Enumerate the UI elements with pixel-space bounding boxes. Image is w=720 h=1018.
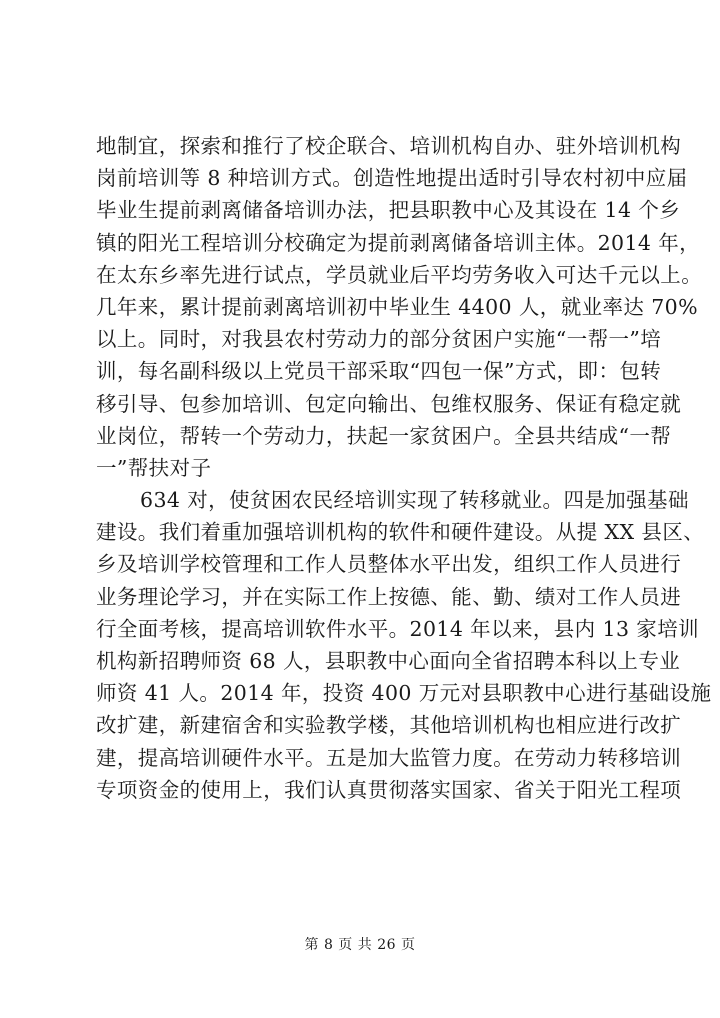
text-line: 以上。同时，对我县农村劳动力的部分贫困户实施“一帮一”培 xyxy=(96,327,662,352)
text-line: 几年来，累计提前剥离培训初中毕业生 4400 人，就业率达 70% xyxy=(96,294,698,319)
page-number-footer: 第 8 页 共 26 页 xyxy=(304,937,416,953)
text-line: 地制宜，探索和推行了校企联合、培训机构自办、驻外培训机构 xyxy=(96,134,682,158)
text-line: 毕业生提前剥离储备培训办法，把县职教中心及其设在 14 个乡 xyxy=(96,198,681,223)
text-line: 改扩建，新建宿舍和实验教学楼，其他培训机构也相应进行改扩 xyxy=(96,713,682,738)
text-line: 建设。我们着重加强培训机构的软件和硬件建设。从提 XX 县区、 xyxy=(96,520,705,545)
text-line: 训，每名副科级以上党员干部采取“四包一保”方式，即：包转 xyxy=(96,359,662,384)
text-line: 机构新招聘师资 68 人，县职教中心面向全省招聘本科以上专业 xyxy=(96,649,681,673)
text-line: 岗前培训等 8 种培训方式。创造性地提出适时引导农村初中应届 xyxy=(96,166,688,191)
text-line: 在太东乡率先进行试点，学员就业后平均劳务收入可达千元以上。 xyxy=(96,262,703,287)
text-line: 专项资金的使用上，我们认真贯彻落实国家、省关于阳光工程项 xyxy=(96,777,682,802)
body-text xyxy=(96,130,712,806)
text-line: 业岗位，帮转一个劳动力，扶起一家贫困户。全县共结成“一帮 xyxy=(96,423,672,448)
text-line: 师资 41 人。2014 年，投资 400 万元对县职教中心进行基础设施 xyxy=(96,681,712,706)
text-line: 镇的阳光工程培训分校确定为提前剥离储备培训主体。2014 年， xyxy=(96,230,701,255)
text-line: 移引导、包参加培训、包定向输出、包维权服务、保证有稳定就 xyxy=(96,391,682,416)
text-line: 一”帮扶对子 xyxy=(96,455,212,480)
text-line: 行全面考核，提高培训软件水平。2014 年以来，县内 13 家培训 xyxy=(96,616,700,641)
text-line: 业务理论学习，并在实际工作上按德、能、勤、绩对工作人员进 xyxy=(96,584,682,609)
text-line: 建，提高培训硬件水平。五是加大监管力度。在劳动力转移培训 xyxy=(96,745,682,770)
text-line: 乡及培训学校管理和工作人员整体水平出发，组织工作人员进行 xyxy=(96,552,682,577)
text-line-paragraph-start: 634 对，使贫困农民经培训实现了转移就业。四是加强基础 xyxy=(140,488,689,513)
